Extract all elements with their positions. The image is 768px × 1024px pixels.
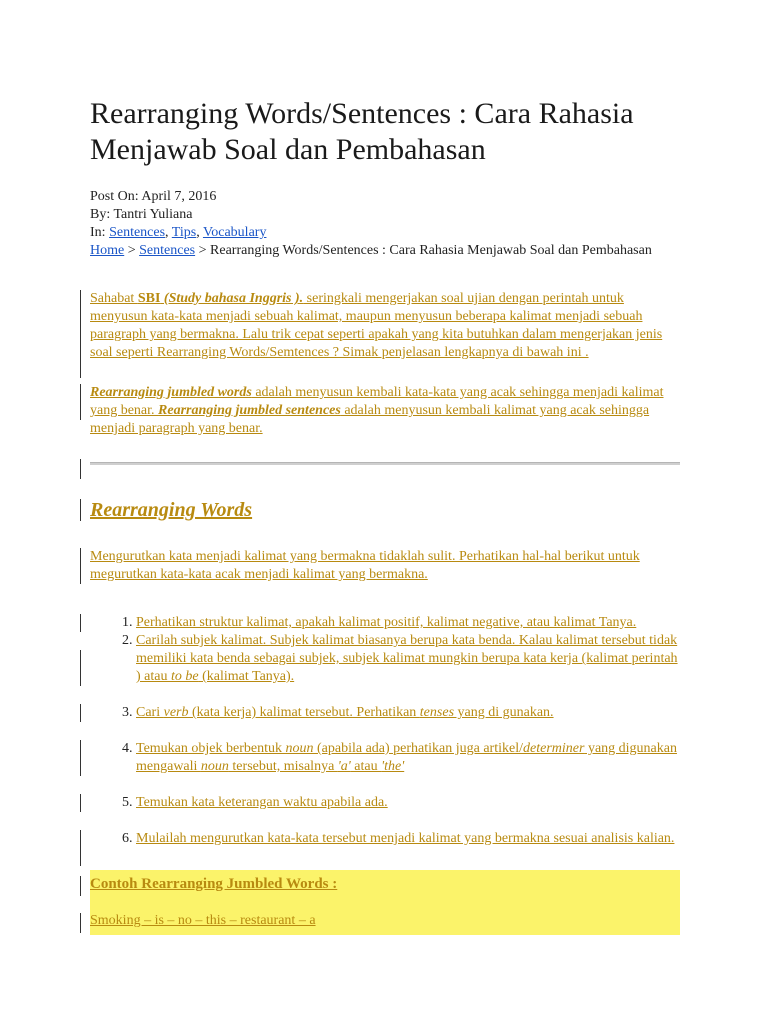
- list-item: 2. Carilah subjek kalimat. Subjek kalimat biasanya berupa kata benda. Kalau kalimat tersebut tidak memiliki kata benda sebagai subjek, subjek kalimat mungkin berupa kata kerja (kalimat perintah ) atau to be (kalimat Tanya).: [136, 632, 680, 686]
- example-line: Smoking – is – no – this – restaurant – a: [90, 913, 680, 929]
- breadcrumb: Home > Sentences > Rearranging Words/Sentences : Cara Rahasia Menjawab Soal dan Pembahasan: [90, 243, 652, 258]
- breadcrumb-sentences[interactable]: Sentences: [139, 243, 196, 258]
- steps-list: [90, 614, 680, 848]
- example-title: Contoh Rearranging Jumbled Words :: [90, 876, 338, 892]
- list-item: 1. Perhatikan struktur kalimat, apakah kalimat positif, kalimat negative, atau kalimat Tanya.: [136, 614, 680, 632]
- category-link-vocabulary[interactable]: Vocabulary: [202, 225, 267, 240]
- article: [90, 96, 680, 935]
- category-link-sentences[interactable]: Sentences: [109, 225, 166, 240]
- section-heading: Rearranging Words: [90, 499, 680, 522]
- divider: [90, 462, 680, 465]
- intro-paragraph: Sahabat SBI (Study bahasa Inggris ). seringkali mengerjakan soal ujian dengan perintah untuk menyusun kata-kata menjadi sebuah kalimat, maupun menyusun beberapa kalimat menjadi sebuah paragraph yang bermakna. Lalu trik cepat seperti apakah yang kita butuhkan dalam mengerjakan jenis soal seperti Rearranging Words/Semtences ? Simak penjelasan lengkapnya di bawah ini .: [90, 290, 680, 362]
- post-date: Post On: April 7, 2016: [90, 189, 217, 204]
- example-box: [90, 870, 680, 935]
- post-author: By: Tantri Yuliana: [90, 207, 193, 222]
- list-item: 6. Mulailah mengurutkan kata-kata tersebut menjadi kalimat yang bermakna sesuai analisis kalian.: [136, 830, 680, 848]
- category-link-tips[interactable]: Tips: [171, 225, 197, 240]
- section-intro: Mengurutkan kata menjadi kalimat yang bermakna tidaklah sulit. Perhatikan hal-hal berikut untuk megurutkan kata-kata acak menjadi kalimat yang bermakna.: [90, 548, 680, 584]
- list-item: 5. Temukan kata keterangan waktu apabila ada.: [136, 794, 680, 812]
- list-item: 4. Temukan objek berbentuk noun (apabila ada) perhatikan juga artikel/determiner yang digunakan mengawali noun tersebut, misalnya 'a' atau 'the': [136, 740, 680, 776]
- page-title: Rearranging Words/Sentences : Cara Rahasia Menjawab Soal dan Pembahasan: [90, 97, 634, 166]
- definition-paragraph: Rearranging jumbled words adalah menyusun kembali kata-kata yang acak sehingga menjadi kalimat yang benar. Rearranging jumbled sentences adalah menyusun kembali kalimat yang acak sehingga menjadi paragraph yang benar.: [90, 384, 680, 438]
- post-categories: In: Sentences, Tips, Vocabulary: [90, 225, 267, 240]
- breadcrumb-home[interactable]: Home: [90, 243, 125, 258]
- breadcrumb-current: Rearranging Words/Sentences : Cara Rahasia Menjawab Soal dan Pembahasan: [210, 243, 652, 258]
- post-meta: [90, 188, 680, 242]
- list-item: 3. Cari verb (kata kerja) kalimat tersebut. Perhatikan tenses yang di gunakan.: [136, 704, 680, 722]
